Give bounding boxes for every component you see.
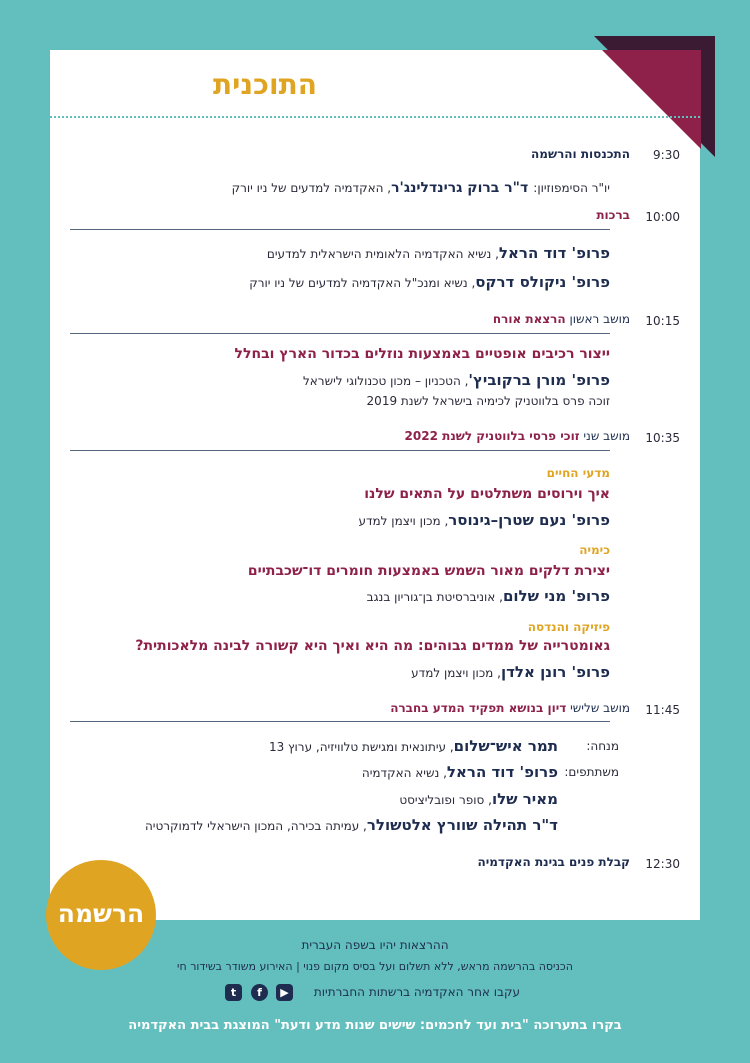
chair-name: ד"ר ברוק גרינדלינג'ר [391, 180, 529, 196]
session-label: מושב ראשון [569, 312, 630, 326]
exhibition-banner: בקרו בתערוכה "בית ועד לחכמים: שישים שנות מדע ודעת" המוצגת בבית האקדמיה [128, 1018, 622, 1033]
session-name: זוכי פרסי בלווטניק לשנת 2022 [404, 429, 580, 443]
chair-label: יו"ר הסימפוזיון: [533, 181, 610, 195]
participant-name: מאיר שלו [491, 790, 558, 808]
language-note: ההרצאות יהיו בשפה העברית [301, 938, 449, 952]
corner-decoration [594, 36, 715, 157]
speaker-name: פרופ' מורן ברקוביץ' [468, 371, 610, 389]
speaker-name: פרופ' נעם שטרן–גינוסר [448, 511, 610, 529]
session-label: מושב שני [583, 429, 630, 443]
session-name: דיון בנושא תפקיד המדע בחברה [390, 701, 567, 715]
register-button[interactable]: הרשמה [46, 860, 156, 970]
moderator-name: תמר איש־שלום [453, 737, 558, 755]
session-divider [70, 229, 610, 230]
session-title: התכנסות והרשמה [531, 147, 630, 161]
session-title [390, 701, 630, 715]
time-1145: 11:45 [645, 703, 680, 717]
speaker-line [249, 272, 610, 291]
participant-line [362, 762, 558, 781]
talk-title: יצירת דלקים מאור השמש באמצעות חומרים דו־שכבתיים [247, 563, 610, 579]
session-divider [70, 450, 610, 451]
session-title: ברכות [596, 208, 630, 222]
entry-note: הכניסה בהרשמה מראש, ללא תשלום ועל בסיס מקום פנוי | האירוע משודר בשידור חי [177, 960, 573, 973]
field-label: מדעי החיים [546, 466, 610, 480]
speaker-line [267, 243, 610, 262]
moderator-line [269, 736, 558, 755]
youtube-icon[interactable]: ▶ [276, 984, 293, 1001]
chair-affiliation: , האקדמיה למדעים של ניו יורק [231, 181, 392, 195]
social-follow-text: עקבו אחר האקדמיה ברשתות החברתיות [313, 985, 520, 999]
time-0930: 9:30 [653, 148, 680, 162]
time-1015: 10:15 [645, 314, 680, 328]
facebook-icon[interactable]: f [251, 984, 268, 1001]
speaker-name: פרופ' רונן אלדן [500, 663, 610, 681]
participant-name: פרופ' דוד הראל [446, 763, 558, 781]
time-1230: 12:30 [645, 857, 680, 871]
award-note: זוכה פרס בלווטניק לכימיה בישראל לשנת 2019 [366, 394, 610, 408]
session-divider [70, 333, 610, 334]
talk-title: גאומטרייה של ממדים גבוהים: מה היא ואיך היא קשורה לבינה מלאכותית? [135, 638, 610, 654]
field-label: פיזיקה והנדסה [527, 620, 610, 634]
time-1000: 10:00 [645, 210, 680, 224]
chair-line [232, 177, 610, 196]
participant-name: ד"ר תהילה שוורץ אלטשולר [366, 816, 558, 834]
session-title [493, 312, 630, 326]
speaker-name: פרופ' ניקולס דרקס [475, 273, 610, 291]
speaker-name: פרופ' דוד הראל [498, 244, 610, 262]
speaker-name: פרופ' מני שלום [502, 587, 610, 605]
speaker-line [358, 510, 610, 529]
speaker-affiliation: , הטכניון – מכון טכנולוגי לישראל [302, 374, 469, 388]
page-title: התוכנית [213, 68, 317, 101]
speaker-line [411, 662, 610, 681]
participant-line [399, 789, 558, 808]
moderator-affiliation: , עיתונאית ומגישת טלוויזיה, ערוץ 13 [268, 740, 454, 754]
field-label: כימיה [579, 543, 610, 557]
session-label: מושב שלישי [570, 701, 630, 715]
session-name: הרצאת אורח [492, 312, 566, 326]
participant-line [145, 815, 558, 834]
participants-label: משתתפים: [564, 765, 619, 779]
moderator-label: מנחה: [586, 739, 619, 753]
speaker-line [303, 370, 610, 389]
participant-affiliation: , נשיא האקדמיה [361, 766, 447, 780]
speaker-affiliation: , מכון ויצמן למדע [358, 514, 449, 528]
session-title: קבלת פנים בגינת האקדמיה [477, 855, 630, 869]
speaker-affiliation: , אוניברסיטת בן־גוריון בנגב [366, 590, 503, 604]
talk-title: ייצור רכיבים אופטיים באמצעות נוזלים בכדור הארץ ובחלל [234, 346, 610, 362]
time-1035: 10:35 [645, 431, 680, 445]
speaker-line [367, 586, 610, 605]
speaker-affiliation: , נשיא האקדמיה הלאומית הישראלית למדעים [266, 247, 499, 261]
speaker-affiliation: , נשיא ומנכ"ל האקדמיה למדעים של ניו יורק [249, 276, 476, 290]
twitter-icon[interactable]: t [225, 984, 242, 1001]
talk-title: איך וירוסים משתלטים על התאים שלנו [364, 486, 610, 502]
participant-affiliation: , סופר ופובליציסט [399, 793, 492, 807]
participant-affiliation: , עמיתה בכירה, המכון הישראלי לדמוקרטיה [144, 819, 367, 833]
speaker-affiliation: , מכון ויצמן למדע [411, 666, 501, 680]
session-title [405, 429, 630, 443]
session-divider [70, 721, 610, 722]
dotted-divider [38, 116, 700, 118]
